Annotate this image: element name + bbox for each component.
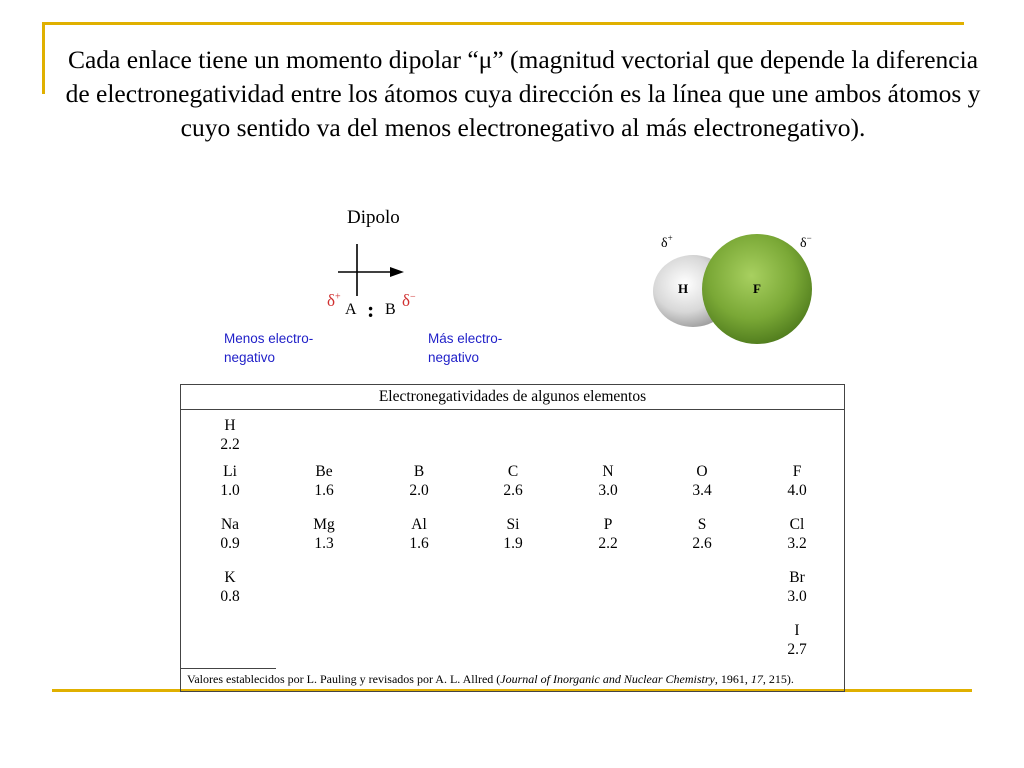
dipole-label: Dipolo — [347, 207, 400, 228]
element-cell: Si 1.9 — [503, 516, 523, 552]
slide-title: Cada enlace tiene un momento dipolar “μ” (magnitud vectorial que depende la diferencia de electronegatividad entre los átomos cuya dirección es la línea que une ambos átomos y cuyo sentido va del menos electronegativo al más electronegativo). — [65, 45, 981, 142]
element-cell: N 3.0 — [598, 463, 618, 499]
element-cell: Li 1.0 — [220, 463, 240, 499]
element-cell: Na 0.9 — [220, 516, 240, 552]
element-cell: P 2.2 — [598, 516, 618, 552]
element-cell: O 3.4 — [692, 463, 712, 499]
atom-b-label: B — [385, 301, 396, 318]
table-footnote: Valores establecidos por L. Pauling y revisados por A. L. Allred (Journal of Inorganic and Nuclear Chemistry, 1961, 17, 215). — [187, 672, 794, 686]
element-cell: C 2.6 — [503, 463, 523, 499]
element-cell: Cl 3.2 — [787, 516, 807, 552]
element-cell: Be 1.6 — [314, 463, 334, 499]
more-electronegative-label: Más electro- negativo — [428, 331, 503, 365]
element-cell: B 2.0 — [409, 463, 429, 499]
element-cell: F 4.0 — [787, 463, 807, 499]
less-electronegative-label: Menos electro- negativo — [224, 331, 314, 365]
element-cell: K 0.8 — [220, 569, 240, 605]
element-cell: Mg 1.3 — [313, 516, 335, 552]
svg-text:δ−: δ− — [800, 233, 812, 251]
molecule-f-label: F — [753, 281, 761, 296]
table-title: Electronegatividades de algunos elementos — [181, 385, 844, 410]
element-cell: H 2.2 — [220, 417, 240, 453]
delta-plus-label: δ+ — [327, 291, 341, 310]
delta-minus-label: δ− — [402, 291, 416, 310]
electronegativity-table — [180, 384, 845, 692]
element-cell: I 2.7 — [787, 622, 807, 658]
svg-text:δ+: δ+ — [661, 233, 673, 251]
element-cell: Br 3.0 — [787, 569, 807, 605]
frame-left-line — [42, 22, 45, 94]
atom-a-label: A — [345, 301, 357, 318]
molecule-h-label: H — [678, 281, 689, 296]
hf-molecule-illustration — [645, 225, 825, 365]
footnote-rule — [181, 668, 276, 669]
bond-colon: : — [367, 297, 375, 322]
element-cell: S 2.6 — [692, 516, 712, 552]
frame-top-line — [42, 22, 964, 25]
element-cell: Al 1.6 — [409, 516, 429, 552]
